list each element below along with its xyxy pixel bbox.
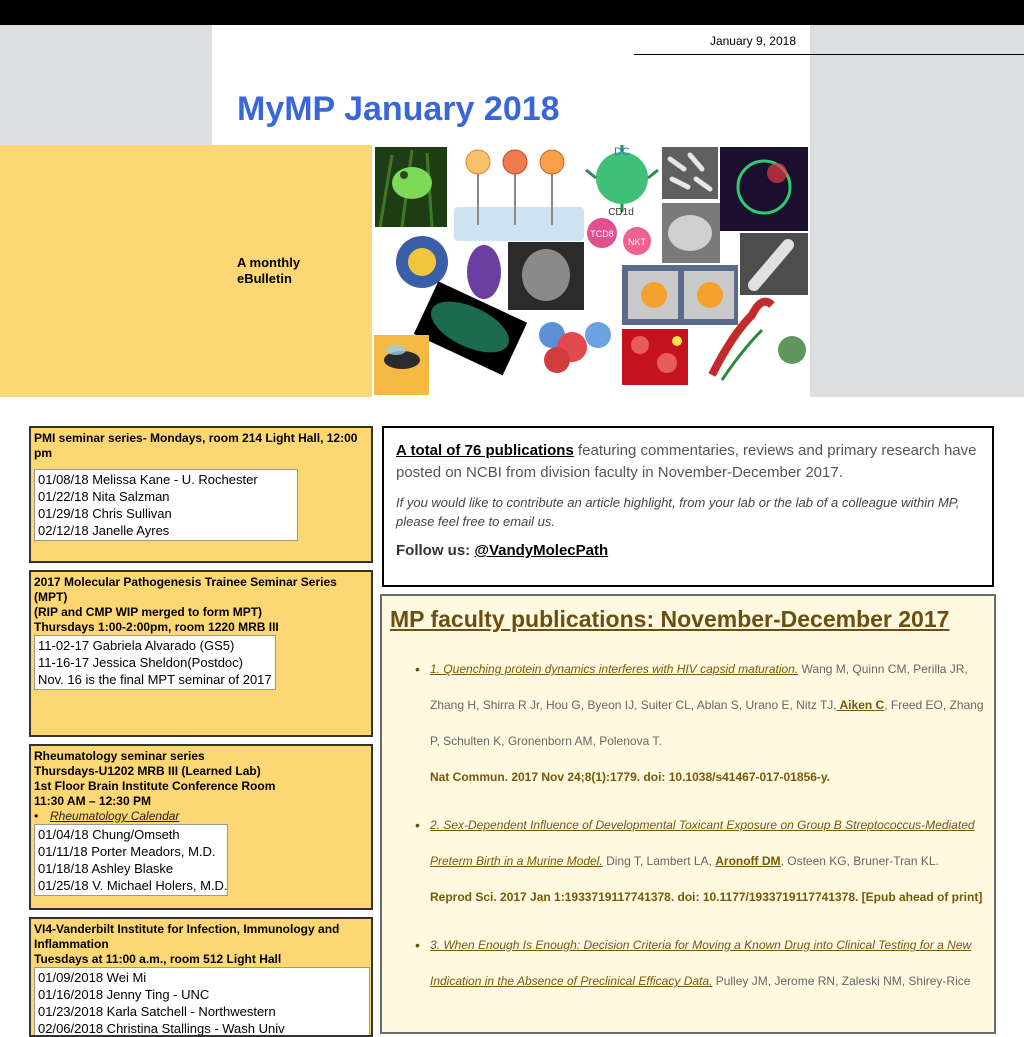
twitter-handle-link[interactable]: @VandyMolecPath xyxy=(474,542,609,559)
receptor-diagram xyxy=(454,150,584,241)
list-item: 01/16/2018 Jenny Ting - UNC xyxy=(38,987,210,1002)
list-item: 01/09/2018 Wei Mi xyxy=(38,970,147,985)
mpt-seminar-list xyxy=(34,635,276,690)
header-grey-panel-right xyxy=(810,25,1024,397)
issue-date: January 9, 2018 xyxy=(709,34,796,48)
vi4-seminar-box xyxy=(29,917,373,1037)
publication-total-text: featuring commentaries, reviews and primary research have posted on NCBI from division faculty in November-December 2017. xyxy=(396,442,977,481)
rheumatology-seminar-box xyxy=(29,744,373,910)
publication-authors: Pulley JM, Jerome RN, Zaleski NM, Shirey-Rice xyxy=(712,974,971,988)
publication-journal: Reprod Sci. 2017 Jan 1:1933719117741378. doi: 10.1177/1933719117741378. [Epub ahead of print] xyxy=(430,890,983,904)
publication-title-link[interactable]: 2. Sex-Dependent Influence of Developmental Toxicant Exposure on Group B Streptococcus-Mediated Preterm Birth in a Murine Model. xyxy=(430,818,975,868)
list-item: 11-16-17 Jessica Sheldon(Postdoc) xyxy=(38,655,243,670)
tcd8-label: TCD8 xyxy=(590,229,614,239)
publication-authors-rest: , Osteen KG, Bruner-Tran KL. xyxy=(780,854,939,868)
rheumatology-heading: Rheumatology seminar series xyxy=(34,749,205,763)
mpt-seminar-heading: 2017 Molecular Pathogenesis Trainee Seminar Series (MPT) xyxy=(34,575,337,604)
list-item: 02/12/18 Janelle Ayres xyxy=(38,523,170,538)
rheumatology-calendar-item xyxy=(34,809,368,824)
publications-heading[interactable]: MP faculty publications: November-December 2017 xyxy=(390,606,950,632)
list-item: 01/18/18 Ashley Blaske xyxy=(38,861,174,876)
list-item: 01/22/18 Nita Salzman xyxy=(38,489,170,504)
date-divider xyxy=(634,54,1024,55)
science-collage xyxy=(372,145,810,397)
publication-journal: Nat Commun. 2017 Nov 24;8(1):1779. doi: 10.1038/s41467-017-01856-y. xyxy=(430,770,830,784)
publication-authors: Ding T, Lambert LA, xyxy=(602,854,716,868)
list-item: 01/25/18 V. Michael Holers, M.D. xyxy=(38,878,228,893)
list-item: 01/23/2018 Karla Satchell - Northwestern xyxy=(38,1004,276,1019)
list-item: 01/08/18 Melissa Kane - U. Rochester xyxy=(38,472,258,487)
bullet-icon: • xyxy=(34,809,39,823)
follow-label: Follow us: xyxy=(396,542,475,559)
publication-item xyxy=(430,927,986,999)
list-item: 01/04/18 Chung/Omseth xyxy=(38,827,180,842)
bulletin-subtitle xyxy=(237,255,300,287)
dc-label: DC xyxy=(614,146,630,158)
publication-title-link[interactable]: 1. Quenching protein dynamics interferes with HIV capsid maturation. xyxy=(430,662,799,676)
publications-list xyxy=(390,651,986,999)
publication-item xyxy=(430,807,986,915)
list-item: 01/11/18 Porter Meadors, M.D. xyxy=(38,844,216,859)
pmi-seminar-heading: PMI seminar series- Mondays, room 214 Light Hall, 12:00 pm xyxy=(34,431,358,460)
immune-cells-diagram xyxy=(586,145,658,255)
list-item: 01/29/18 Chris Sullivan xyxy=(38,506,172,521)
vi4-time: Tuesdays at 11:00 a.m., room 512 Light Hall xyxy=(34,952,282,966)
publication-authors: Wang M, Quinn CM, Perilla JR, Zhang H, Shirra R Jr, Hou G, Byeon IJ, Suiter CL, Ablan S, Urano E, Nitz TJ, xyxy=(430,662,968,712)
insect-image xyxy=(374,335,429,395)
contribute-note: If you would like to contribute an article highlight, from your lab or the lab of a colleague within MP, please feel free to email us. xyxy=(396,495,960,529)
mpt-seminar-box xyxy=(29,570,373,737)
follow-us xyxy=(396,542,980,559)
rheumatology-location: Thursdays-U1202 MRB III (Learned Lab) xyxy=(34,764,261,778)
publication-title-link[interactable]: 3. When Enough Is Enough: Decision Criteria for Moving a Known Drug into Clinical Testing for a New Indication in the Absence of Preclinical Efficacy Data. xyxy=(430,938,972,988)
rheumatology-room: 1st Floor Brain Institute Conference Room xyxy=(34,779,276,793)
publication-item xyxy=(430,651,986,795)
header-yellow-panel xyxy=(0,145,372,397)
list-item: 11-02-17 Gabriela Alvarado (GS5) xyxy=(38,638,235,653)
mpt-seminar-subheading: (RIP and CMP WIP merged to form MPT) xyxy=(34,605,263,619)
list-item: Nov. 16 is the final MPT seminar of 2017 xyxy=(38,672,272,687)
highlighted-author-link[interactable]: Aronoff DM xyxy=(715,854,781,868)
subtitle-line-2: eBulletin xyxy=(237,271,292,286)
frog-image xyxy=(375,147,447,227)
3d-render-panels xyxy=(622,265,738,325)
publication-total-link[interactable]: A total of 76 publications xyxy=(396,442,574,459)
header-grey-panel-left xyxy=(0,25,212,145)
highlighted-author-link[interactable]: Aiken C xyxy=(836,698,885,712)
subtitle-line-1: A monthly xyxy=(237,255,301,270)
vi4-seminar-list xyxy=(34,967,370,1037)
top-black-bar xyxy=(0,0,1024,25)
publication-total xyxy=(396,440,980,484)
list-item: 02/06/2018 Christina Stallings - Wash Univ xyxy=(38,1021,285,1036)
virus-structures xyxy=(396,236,584,310)
pmi-seminar-box xyxy=(29,426,373,563)
mpt-seminar-time: Thursdays 1:00-2:00pm, room 1220 MRB III xyxy=(34,620,279,634)
nkt-label: NKT xyxy=(628,237,646,247)
rheumatology-seminar-list xyxy=(34,824,228,896)
vi4-heading: VI4-Vanderbilt Institute for Infection, Immunology and Inflammation xyxy=(34,922,340,951)
rheumatology-calendar-link[interactable]: Rheumatology Calendar xyxy=(50,809,180,823)
publications-summary-box xyxy=(382,426,994,587)
rheumatology-time: 11:30 AM – 12:30 PM xyxy=(34,794,151,808)
page-title: MyMP January 2018 xyxy=(237,90,560,128)
pmi-seminar-list xyxy=(34,469,298,541)
cd1d-label: CD1d xyxy=(608,207,634,218)
faculty-publications-panel xyxy=(380,594,996,1034)
publication-authors-rest: , Freed EO, Zhang P, Schulten K, Gronenborn AM, Polenova T. xyxy=(430,698,984,748)
